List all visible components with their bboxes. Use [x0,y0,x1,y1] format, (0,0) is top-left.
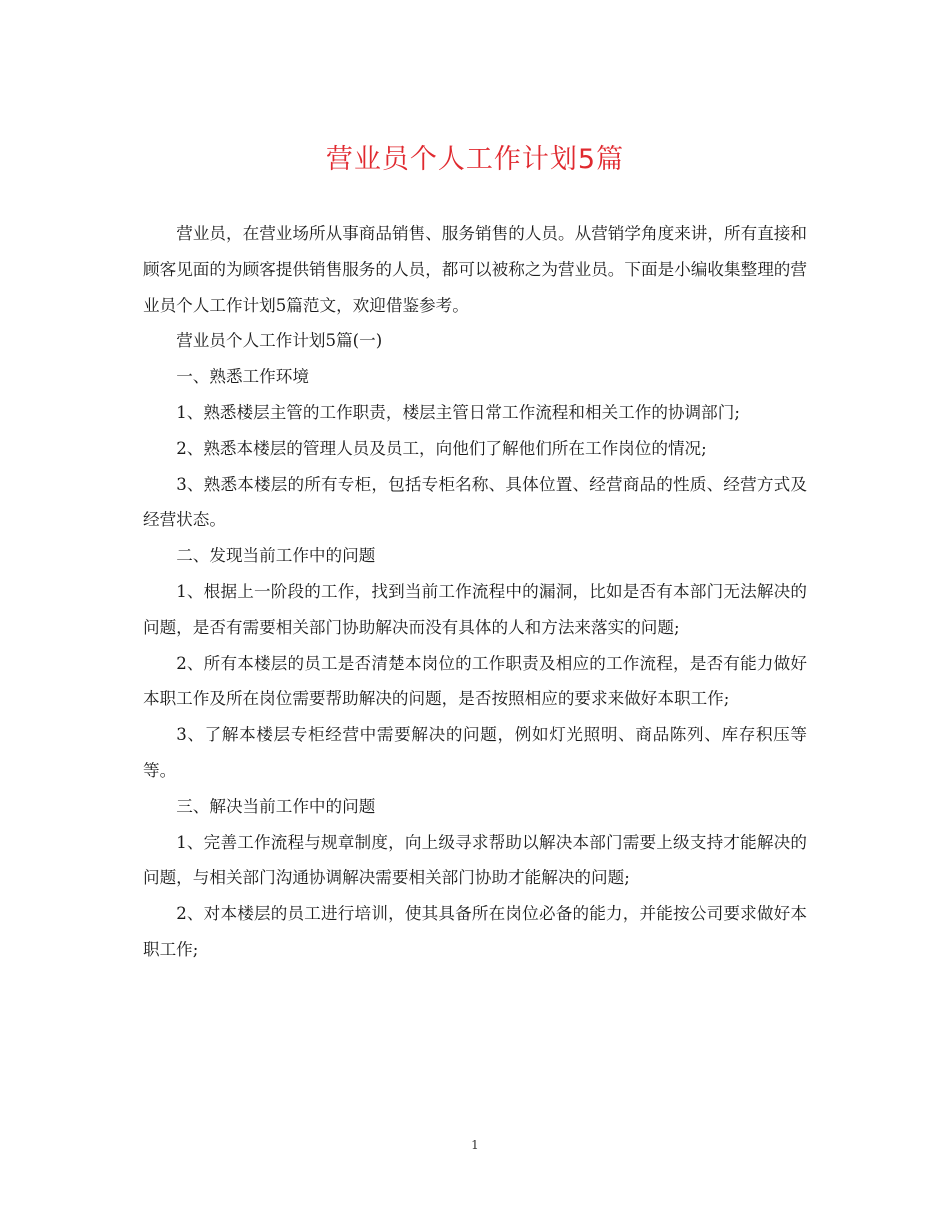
list-item: 2、所有本楼层的员工是否清楚本岗位的工作职责及相应的工作流程，是否有能力做好本职工作及所在岗位需要帮助解决的问题，是否按照相应的要求来做好本职工作; [143,653,807,709]
page-number: 1 [471,1138,479,1152]
intro-paragraph: 营业员，在营业场所从事商品销售、服务销售的人员。从营销学角度来讲，所有直接和顾客见面的为顾客提供销售服务的人员，都可以被称之为营业员。下面是小编收集整理的营业员个人工作计划5篇范文，欢迎借鉴参考。 [143,224,807,315]
list-item: 1、根据上一阶段的工作，找到当前工作流程中的漏洞，比如是否有本部门无法解决的问题，是否有需要相关部门协助解决而没有具体的人和方法来落实的问题; [143,581,807,637]
list-item: 2、对本楼层的员工进行培训，使其具备所在岗位必备的能力，并能按公司要求做好本职工作; [143,904,807,959]
section-heading-plan-one: 营业员个人工作计划5篇(一) [176,331,383,351]
document-body [143,216,807,968]
list-item: 3、了解本楼层专柜经营中需要解决的问题，例如灯光照明、商品陈列、库存积压等等。 [143,725,807,780]
list-item: 1、熟悉楼层主管的工作职责，楼层主管日常工作流程和相关工作的协调部门; [176,402,740,422]
heading-find-problems: 二、发现当前工作中的问题 [176,546,376,566]
document-title: 营业员个人工作计划5篇 [325,144,625,175]
list-item: 2、熟悉本楼层的管理人员及员工，向他们了解他们所在工作岗位的情况; [176,438,707,458]
list-item: 3、熟悉本楼层的所有专柜，包括专柜名称、具体位置、经营商品的性质、经营方式及经营状态。 [143,474,807,530]
heading-solve-problems: 三、解决当前工作中的问题 [176,796,376,816]
heading-familiarize-environment: 一、熟悉工作环境 [176,367,309,387]
list-item: 1、完善工作流程与规章制度，向上级寻求帮助以解决本部门需要上级支持才能解决的问题，与相关部门沟通协调解决需要相关部门协助才能解决的问题; [143,832,807,888]
